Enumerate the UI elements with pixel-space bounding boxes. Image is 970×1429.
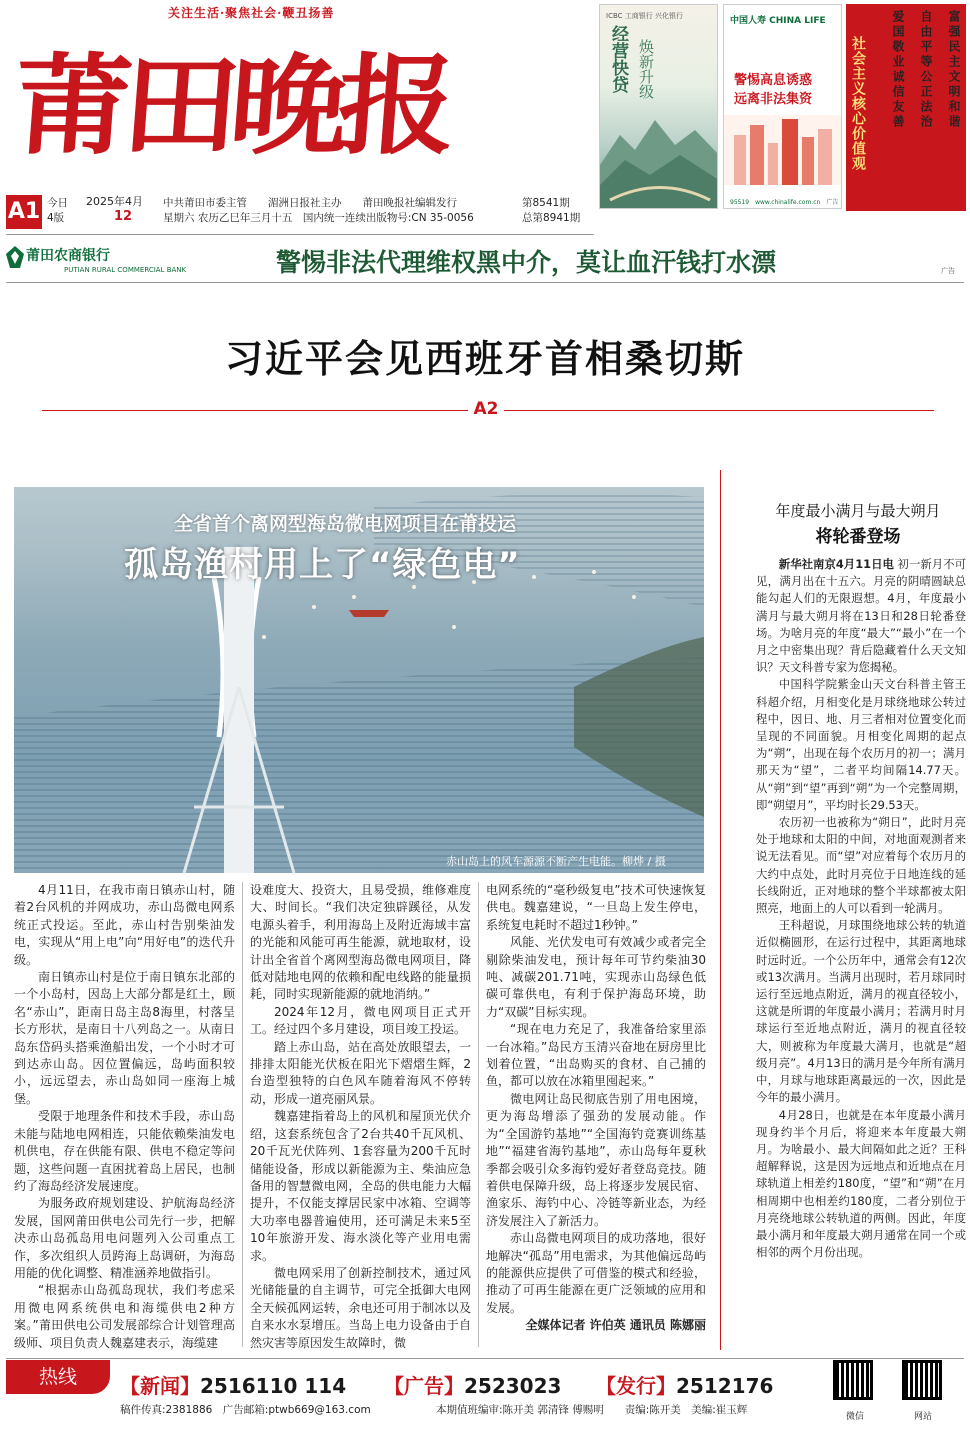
wechat-qr-code[interactable] (833, 1360, 873, 1400)
wechat-label: 微信 (846, 1412, 865, 1422)
editors: 本期值班编审:陈开美 郭清锋 傅赐明 责编:陈开美 美编:崔玉辉 (436, 1404, 748, 1416)
divider (6, 234, 594, 235)
lead-column-1: 4月11日，在我市南日镇赤山村，随着2台风机的并网成功，赤山岛微电网系统正式投运。至此，赤山村告别柴油发电，实现从“用上电”向“用好电”的迭代升级。 南日镇赤山村是位于南日镇东北部的一个小岛村，因岛上大部分都是红土，顾名“赤山”，距南日岛主岛8海里，村落呈长方形状，是南日十八列岛之一。从南日岛东岱码头搭乘渔船出发，一个小时才可到达赤山岛。因位置偏远，岛屿面积较小，远远望去，赤山岛如同一座海上城堡。 受限于地理条件和技术手段，赤山岛未能与陆地电网相连，只能依赖柴油发电机供电，存在供能有限、供电不稳定等问题，这些问题一直困扰着岛上居民，也制约了海岛经济发展速度。 为服务政府规划建设、护航海岛经济发展，国网莆田供电公司先行一步，把解决赤山岛孤岛用电问题列入公司重点工作，多次组织人员跨海上岛调研，为海岛用能的优化调整、精准涵养地做指引。 “根据赤山岛孤岛现状，我们考虑采用微电网系统供电和海缆供电2种方案。”莆田供电公司发展部综合计划管理高级师、项目负责人魏嘉建表示，海缆建 (14, 883, 235, 1350)
website-qr-code[interactable] (902, 1360, 942, 1400)
ad-hotline[interactable]: 【广告】2523023 (384, 1374, 562, 1398)
ad-bank-brand: ICBC 工商银行 兴化银行 (606, 12, 683, 20)
page-reference[interactable]: A2 (468, 399, 504, 419)
lead-column-3: 电网系统的“毫秒级复电”技术可快速恢复供电。魏嘉建说，“一旦岛上发生停电，系统复电耗时不超过1秒钟。” 风能、光伏发电可有效减少或者完全剔除柴油发电，预计每年可节约柴油30吨、减碳201.71吨，实现赤山岛绿色低碳可靠供电，有利于保护海岛环境，助力“双碳”目标实现。 “现在电力充足了，我准备给家里添一台冰箱。”岛民方玉清兴奋地在厨房里比划着位置，“出岛购买的食材、自己捕的鱼，都可以放在冰箱里囤起来。” 微电网让岛民彻底告别了用电困境，更为海岛增添了强劲的发展动能。作为“全国游钓基地”“全国海钓竞赛训练基地”“福建省海钓基地”，赤山岛每年夏秋季都会吸引众多海钓爱好者登岛竞技。随着供电保障升级，岛上将逐步发展民宿、渔家乐、海钓中心、冷链等新业态，为经济发展注入了新活力。 赤山岛微电网项目的成功落地，很好地解决“孤岛”用电需求，为其他偏远岛屿的能源供应提供了可借鉴的模式和经验，推动了可再生能源在更广泛领域的应用和发展。 全媒体记者 许伯英 通讯员 陈娜丽 (486, 882, 706, 1335)
bank-slogan: 警惕非法代理维权黑中介，莫让血汗钱打水漂 (276, 248, 777, 277)
insurance-advertisement[interactable] (723, 4, 842, 209)
bank-english-name: PUTIAN RURAL COMMERCIAL BANK (64, 266, 187, 274)
lead-author: 全媒体记者 许伯英 通讯员 陈娜丽 (525, 1318, 706, 1333)
publisher-info: 中共莆田市委主管 湄洲日报社主办 莆田晚报社编辑发行 星期六 农历乙巳年三月十五 国内统一连续出版物号:CN 35-0056 (163, 197, 474, 224)
core-values-col-1: 富强民主文明和谐 (947, 10, 961, 130)
lead-kicker: 全省首个离网型海岛微电网项目在莆投运 (174, 513, 517, 535)
website-label: 网站 (914, 1412, 933, 1422)
city-illustration (724, 115, 842, 185)
lead-photo (14, 487, 704, 873)
moon-title[interactable]: 将轮番登场 (815, 527, 901, 547)
core-values-panel (846, 4, 966, 211)
fax-email: 稿件传真:2381886 广告邮箱:ptwb669@163.com (120, 1404, 371, 1416)
issue-number: 第8541期 总第8941期 (522, 197, 581, 224)
core-values-title: 社会主义核心价值观 (850, 36, 866, 171)
lead-title[interactable]: 孤岛渔村用上了“绿色电” (124, 545, 521, 585)
hotline-badge: 热线 (6, 1360, 110, 1394)
bank-name: 莆田农商银行 (26, 248, 110, 264)
newspaper-title: 莆田晚报 (9, 41, 451, 170)
issue-date: 2025年4月 12 (86, 195, 143, 224)
bank-banner-ad[interactable] (6, 240, 966, 280)
page-number-badge: A1 (6, 195, 42, 229)
bank-logo-icon (6, 246, 24, 268)
ad-life-brand: 中国人寿 CHINA LIFE (730, 16, 826, 26)
news-hotline[interactable]: 【新闻】2516110 114 (120, 1374, 347, 1398)
ad-life-warning: 警惕高息诱惑 远离非法集资 (734, 73, 813, 107)
ad-life-footer: 95519 www.chinalife.com.cn 广告 (730, 199, 839, 206)
column-divider (242, 882, 243, 1347)
photo-caption: 赤山岛上的风车源源不断产生电能。柳烨 / 摄 (446, 855, 666, 868)
lead-column-2: 设难度大、投资大，且易受损，维修难度大、时间长。“我们决定独辟蹊径，从发电源头着手，利用海岛上及附近海域丰富的光能和风能可再生能源，就地取材，设计出全省首个离网型海岛微电网项目，降低对陆地电网的依赖和配电线路的能量损耗，同时实现新能源的就地消纳。” 2024年12月，微电网项目正式开工。经过四个多月建设，项目竣工投运。 踏上赤山岛，站在高处放眼望去，一排排太阳能光伏板在阳光下熠熠生辉，2台造型独特的白色风车随着海风不停转动，形成一道亮丽风景。 魏嘉建指着岛上的风机和屋顶光伏介绍，这套系统包含了2台共40千瓦风机、20千瓦光伏阵列、1套容量为200千瓦时储能设备，形成以新能源为主、柴油应急备用的智慧微电网，全岛的供电能力大幅提升，不仅能支撑居民家中冰箱、空调等大功率电器普遍使用，还可满足未来5至10年旅游开发、海水淡化等产业用电需求。 微电网采用了创新控制技术，通过风光储能量的自主调节，可完全抵御大电网全天候孤网运转，余电还可用于制冰以及自来水水泵增压。当岛上电力设备由于自然灾害等原因发生故障时，微 (250, 883, 471, 1350)
core-values-col-2: 自由平等公正法治 (919, 10, 933, 130)
masthead-slogan: 关注生活·聚焦社会·鞭丑扬善 (168, 6, 335, 20)
divider (6, 282, 964, 283)
section-divider (720, 470, 721, 1350)
bank-advertisement[interactable] (599, 4, 718, 209)
moon-story-body: 新华社南京4月11日电 初一新月不可见，满月出在十五六。月亮的阴晴圆缺总能勾起人们的无限遐想。4月，年度最小满月与最大朔月将在13日和28日轮番登场。为啥月亮的年度“最大”“最小”在一个月之中密集出现？背后隐藏着什么天文知识？天文科普专家为您揭秘。 中国科学院紫金山天文台科普主管王科超介绍，月相变化是月球绕地球公转过程中，因日、地、月三者相对位置变化而呈现的不同面貌。月相变化周期的起点为“朔”，出现在每个农历月的初一；满月那天为“望”，二者平均间隔14.77天。从“朔”到“望”再到“朔”为一个完整周期，即“朔望月”，平均时长29.53天。 农历初一也被称为“朔日”，此时月亮处于地球和太阳的中间，对地面观测者来说无法看见。而“望”对应着每个农历月的大约中点处，此时月亮位于日地连线的延长线附近，正对地球的整个半球都被太阳照亮，地面上的人可以看到一轮满月。 王科超说，月球围绕地球公转的轨道近似椭圆形，在运行过程中，其距离地球时远时近。一个公历年中，通常会有12次或13次满月。当满月出现时，若月球同时运行至远地点附近，满月的视直径较小，这就是所谓的年度最小满月；若满月时月球运行至近地点附近，满月的视直径较大，则被称为年度最大满月，也就是“超级月亮”。4月13日的满月是今年所有满月中，月球与地球距离最远的一次，因此是今年的最小满月。 4月28日，也就是在本年度最小满月现身约半个月后，将迎来本年度最大朔月。为啥最小、最大间隔如此之近？王科超解释说，这是因为远地点和近地点在月球轨道上相差约180度，“望”和“朔”在月相周期中也相差约180度，二者分别位于月亮绕地球公转轨道的两侧。因此，年度最小满月和年度最大朔月通常在同一个或相邻的两个月份出现。 (756, 557, 966, 1260)
landscape-illustration (600, 105, 718, 209)
core-values-col-3: 爱国敬业诚信友善 (891, 10, 905, 130)
main-headline[interactable]: 习近平会见西班牙首相桑切斯 (224, 337, 745, 381)
ad-label: 广告 (941, 267, 955, 275)
newspaper-logo (6, 18, 451, 183)
distribution-hotline[interactable]: 【发行】2512176 (596, 1374, 774, 1398)
ad-calligraphy-sub: 焕新升级 (637, 39, 655, 99)
moon-kicker: 年度最小满月与最大朔月 (775, 502, 941, 520)
column-divider (478, 882, 479, 1347)
ad-calligraphy-main: 经营快贷 (608, 25, 628, 93)
today-label: 今日 4版 (47, 197, 68, 224)
